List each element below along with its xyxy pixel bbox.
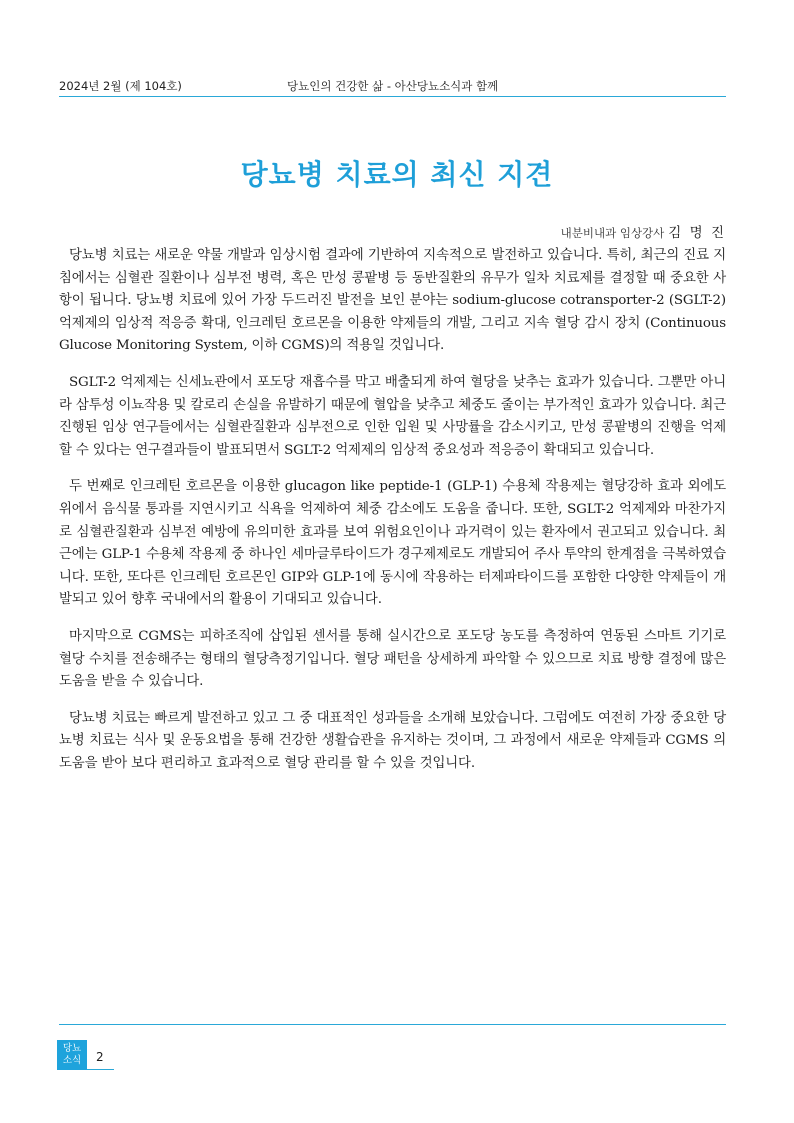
paragraph-1: 당뇨병 치료는 새로운 약물 개발과 임상시험 결과에 기반하여 지속적으로 발전하고 있습니다. 특히, 최근의 진료 지침에서는 심혈관 질환이나 심부전 병력, 혹은 만성 콩팥병 등 동반질환의 유무가 일차 치료제를 결정할 때 중요한 사항이 됩니다. 당뇨병 치료에 있어 가장 두드러진 발전을 보인 분야는 sodium-glucose cotransporter-2 (SGLT-2) 억제제의 임상적 적응증 확대, 인크레틴 호르몬을 이용한 약제들의 개발, 그리고 지속 혈당 감시 장치 (Continuous Glucose Monitoring System, 이하 CGMS)의 적용일 것입니다. [59, 248, 726, 354]
badge-line-1: 당뇨 [62, 1043, 82, 1054]
page-header [59, 78, 726, 96]
article-body [59, 245, 726, 789]
newsletter-badge [57, 1040, 87, 1070]
article-title: 당뇨병 치료의 최신 지견 [240, 158, 554, 191]
issue-label: 2024년 2월 (제 104호) [59, 79, 182, 93]
paragraph-3: 두 번째로 인크레틴 호르몬을 이용한 glucagon like peptide-1 (GLP-1) 수용체 작용제는 혈당강하 효과 외에도 위에서 음식물 통과를 지연시키고 식욕을 억제하여 체중 감소에도 도움을 줍니다. 또한, SGLT-2 억제제와 마찬가지로 심혈관질환과 심부전 예방에 유의미한 효과를 보여 위험요인이나 과거력이 있는 환자에서 권고되고 있습니다. 최근에는 GLP-1 수용체 작용제 중 하나인 세마글루타이드가 경구제제로도 개발되어 주사 투약의 한계점을 극복하였습니다. 또한, 또다른 인크레틴 호르몬인 GIP와 GLP-1에 동시에 작용하는 터제파타이드를 포함한 다양한 약제들이 개발되고 있어 향후 국내에서의 활용이 기대되고 있습니다. [59, 479, 726, 608]
author-name: 김 명 진 [668, 225, 726, 241]
series-label: 당뇨인의 건강한 삶 - 아산당뇨소식과 함께 [287, 79, 499, 93]
paragraph-4: 마지막으로 CGMS는 피하조직에 삽입된 센서를 통해 실시간으로 포도당 농도를 측정하여 연동된 스마트 기기로 혈당 수치를 전송해주는 형태의 혈당측정기입니다. 혈당 패턴을 상세하게 파악할 수 있으므로 치료 방향 결정에 많은 도움을 받을 수 있습니다. [59, 628, 726, 690]
footer-divider [59, 1024, 726, 1025]
page-number-underline [87, 1069, 114, 1070]
paragraph-2: SGLT-2 억제제는 신세뇨관에서 포도당 재흡수를 막고 배출되게 하여 혈당을 낮추는 효과가 있습니다. 그뿐만 아니라 삼투성 이뇨작용 및 칼로리 손실을 유발하기 때문에 혈압을 낮추고 체중도 줄이는 부가적인 효과가 있습니다. 최근 진행된 임상 연구들에서는 심혈관질환과 심부전으로 인한 입원 및 사망률을 감소시키고, 만성 콩팥병의 진행을 억제할 수 있다는 연구결과들이 발표되면서 SGLT-2 억제제의 임상적 중요성과 적응증이 확대되고 있습니다. [59, 374, 726, 458]
author-role: 내분비내과 임상강사 [560, 226, 665, 240]
paragraph-5: 당뇨병 치료는 빠르게 발전하고 있고 그 중 대표적인 성과들을 소개해 보았습니다. 그럼에도 여전히 가장 중요한 당뇨병 치료는 식사 및 운동요법을 통해 건강한 생활습관을 유지하는 것이며, 그 과정에서 새로운 약제들과 CGMS 의 도움을 받아 보다 편리하고 효과적으로 혈당 관리를 할 수 있을 것입니다. [59, 710, 726, 771]
badge-line-2: 소식 [62, 1055, 82, 1066]
header-divider [59, 96, 726, 97]
page-number: 2 [96, 1050, 104, 1064]
author-byline [561, 221, 726, 241]
